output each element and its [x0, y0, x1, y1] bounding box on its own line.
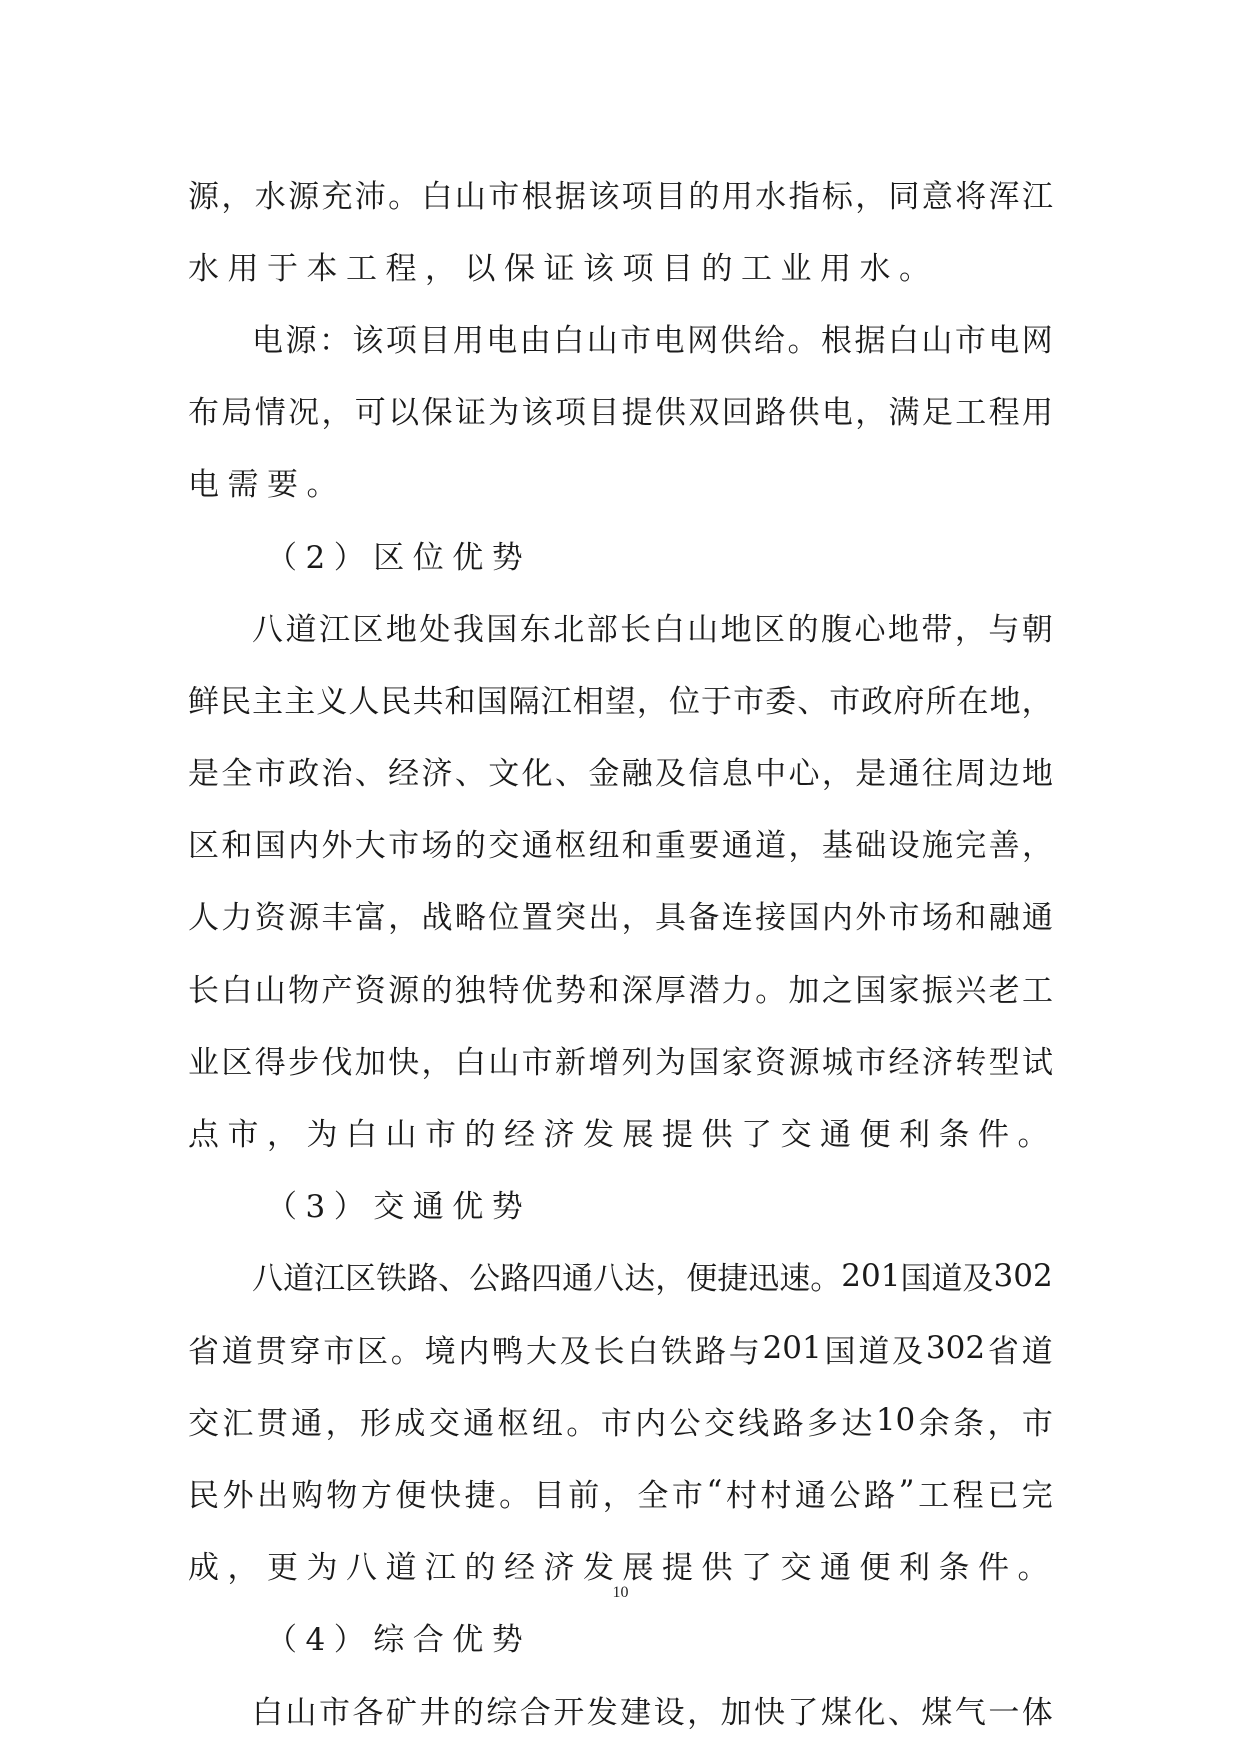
text-line: 交 汇 贯 通 ， 形 成 交 通 枢 纽 。 市 内 公 交 线 路 多 达 10 余 条 ， 市 — [188, 1402, 1053, 1442]
text-line: 是 全 市 政 治 、 经 济 、 文 化 、 金 融 及 信 息 中 心 ， 是 通 往 周 边 地 — [188, 756, 1053, 793]
text-line: 八 道 江 区 铁 路 、 公 路 四 通 八 达 ， 便 捷 迅 速 。 201 国 道 及 302 — [252, 1257, 1053, 1298]
section-heading: （2）区位优势 — [266, 539, 532, 576]
section-heading: （4）综合优势 — [266, 1622, 532, 1659]
text-line: 业 区 得 步 伐 加 快 ， 白 山 市 新 增 列 为 国 家 资 源 城 市 经 济 转 型 试 — [188, 1044, 1053, 1081]
document-body — [188, 157, 1057, 1745]
text-line: 布 局 情 况 ， 可 以 保 证 为 该 项 目 提 供 双 回 路 供 电 ， 满 足 工 程 用 — [188, 395, 1053, 432]
text-line: 区 和 国 内 外 大 市 场 的 交 通 枢 纽 和 重 要 通 道 ， 基 础 设 施 完 善 ， — [188, 828, 1053, 865]
section-heading: （3）交通优势 — [266, 1189, 532, 1226]
text-line: 水用于本工程，以保证该项目的工业用水。 — [188, 250, 939, 287]
text-line: 长 白 山 物 产 资 源 的 独 特 优 势 和 深 厚 潜 力 。 加 之 国 家 振 兴 老 工 — [188, 972, 1053, 1009]
text-line: 白 山 市 各 矿 井 的 综 合 开 发 建 设 ， 加 快 了 煤 化 、 煤 气 一 体 — [252, 1694, 1053, 1731]
text-line: 电 源 ： 该 项 目 用 电 由 白 山 市 电 网 供 给 。 根 据 白 山 市 电 网 — [252, 322, 1053, 359]
text-line: 点市，为白山市的经济发展提供了交通便利条件。 — [188, 1117, 1057, 1154]
text-line: 民 外 出 购 物 方 便 快 捷 。 目 前 ， 全 市 “ 村 村 通 公 路 ” 工 程 已 完 — [188, 1474, 1053, 1514]
text-line: 八 道 江 区 地 处 我 国 东 北 部 长 白 山 地 区 的 腹 心 地 带 ， 与 朝 — [252, 611, 1053, 648]
page-number: 10 — [612, 1584, 629, 1601]
text-line: 省 道 贯 穿 市 区 。 境 内 鸭 大 及 长 白 铁 路 与 201 国 道 及 302 省 道 — [188, 1330, 1053, 1370]
text-line: 人 力 资 源 丰 富 ， 战 略 位 置 突 出 ， 具 备 连 接 国 内 外 市 场 和 融 通 — [188, 900, 1053, 937]
text-line: 电需要。 — [188, 467, 346, 504]
text-line: 鲜 民 主 主 义 人 民 共 和 国 隔 江 相 望 ， 位 于 市 委 、 市 政 府 所 在 地 ， — [188, 683, 1053, 720]
text-line: 源 ， 水 源 充 沛 。 白 山 市 根 据 该 项 目 的 用 水 指 标 ， 同 意 将 浑 江 — [188, 178, 1053, 215]
text-line: 成，更为八道江的经济发展提供了交通便利条件。 — [188, 1550, 1057, 1587]
